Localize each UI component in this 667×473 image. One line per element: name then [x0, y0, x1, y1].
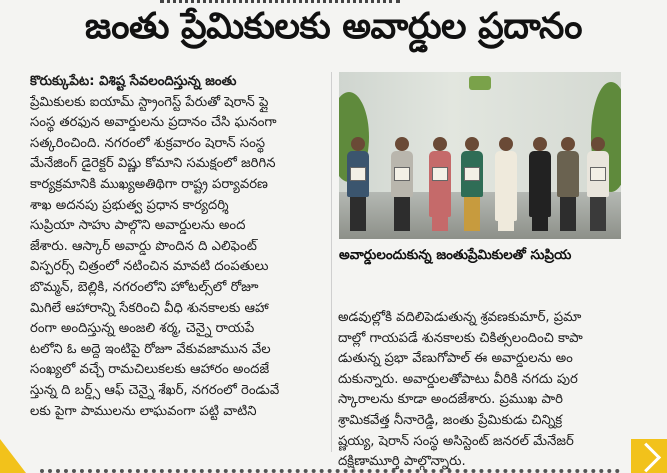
article-line-left: బొమ్మన్, బెల్లికి, నగరంలోని హోటల్స్‌లో రోజూ [30, 279, 259, 295]
person-8 [587, 137, 609, 231]
article-line-right: ష్ణయ్య, షెరాన్ సంస్థ అసిస్టెంట్ జనరల్ మేనేజర్ [338, 433, 574, 449]
person-1 [347, 137, 369, 231]
article-line-left: సంఖ్యలో వచ్చే రామచిలుకలకు ఆహారం అందజే [30, 362, 270, 378]
article-line-left: మేనేజింగ్ డైరెక్టర్ విష్ణు కోమాని సమక్షంలో జరిగిన [30, 156, 276, 172]
event-photo [339, 72, 621, 239]
person-7 [557, 137, 579, 231]
article-line-right: దక్షిణామూర్తి పాల్గొన్నారు. [338, 454, 466, 470]
article-line-left: సత్కరించింది. నగరంలో శుక్రవారం షెరాన్ సంస్థ [30, 135, 266, 151]
article-line-left: జేశారు. ఆస్కార్ అవార్డు పొందిన ది ఎలిఫెంట్ [30, 238, 257, 254]
article-line-left: స్తున్న ది బర్డ్స్ ఆఫ్ చెన్నై శేఖర్, నగరంలో రెండువే [30, 382, 280, 398]
person-5 [495, 137, 517, 231]
article-line-left: కార్యక్రమానికి ముఖ్యఅతిథిగా రాష్ట్ర పర్యావరణ [30, 176, 268, 192]
article-line-right: అడవుల్లోకి వదిలిపెడుతున్న శ్రవణకుమార్, ప్రమా [338, 310, 582, 325]
article-line-right: డుతున్న ప్రభా వేణుగోపాల్ ఈ అవార్డులను అం [338, 351, 573, 367]
photo-caption: అవార్డులందుకున్న జంతుప్రేమికులతో సుప్రియ [339, 248, 572, 263]
article-body-right [338, 308, 638, 473]
column-divider [331, 72, 332, 452]
corner-arrow-icon[interactable] [631, 439, 667, 473]
person-6 [529, 137, 551, 231]
article-line-left: ప్రేమికులకు ఐయామ్ స్ట్రాంగెస్ట్ పేరుతో షెరాన్ ప్లై [30, 94, 269, 110]
article-line-left: లకు పైగా పాములను లాఘవంగా పట్టి వాటిని [30, 403, 257, 419]
article-body-left [30, 72, 325, 422]
banner-logo [469, 76, 491, 90]
article-line-right: దాల్లో గాయపడే శునకాలకు చికిత్సలందించి కాపా [338, 330, 583, 346]
article-line-right: దుకున్నారు. అవార్డులతోపాటు వీరికి నగదు పుర [338, 371, 578, 387]
headline: జంతు ప్రేమికులకు అవార్డుల ప్రదానం [84, 6, 583, 47]
person-4 [461, 137, 483, 231]
person-3 [429, 137, 451, 231]
article-line-left: శాఖ అదనపు ప్రభుత్వ ప్రధాన కార్యదర్శి [30, 197, 229, 213]
article-line-right: స్కారాలను కూడా అందజేశారు. ప్రముఖ పారి [338, 392, 563, 408]
bottom-clipped-edge [40, 463, 620, 473]
article-line-right: శ్రామికవేత్త నీనారెడ్డి, జంతు ప్రేమికుడు చిన్నిక్ర [338, 412, 563, 428]
article-line-left: కొరుక్కుపేట: విశిష్ట సేవలందిస్తున్న జంతు [30, 74, 237, 89]
article-line-left: సంస్థ తరఫున అవార్డులను ప్రదానం చేసి ఘనంగా [30, 115, 277, 131]
article-line-left: రంగా అందిస్తున్న అంజలి శర్మ, చెన్నై రాయపే [30, 321, 255, 337]
corner-accent-left [0, 439, 26, 473]
person-2 [391, 137, 413, 231]
article-line-left: విస్పరర్స్ చిత్రంలో నటించిన మావటి దంపతులు [30, 259, 269, 275]
article-line-left: సుప్రియా సాహు పాల్గొని అవార్డులను అంద [30, 218, 246, 234]
article-line-left: మిగిలే ఆహారాన్ని సేకరించి వీధి శునకాలకు ఆహా [30, 300, 269, 316]
article-line-left: టలోని ఓ అద్దె ఇంటిపై రోజూ వేకువజామున వేల [30, 341, 271, 357]
